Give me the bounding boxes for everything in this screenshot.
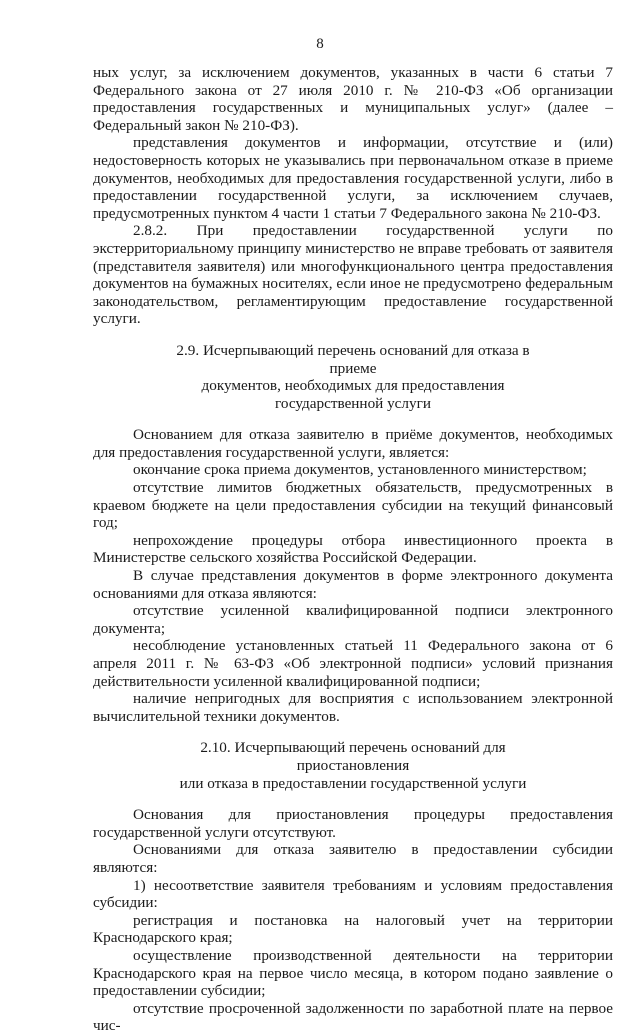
paragraph: 1) несоответствие заявителя требованиям и условиям предоставления субсидии: (93, 876, 613, 912)
paragraph: отсутствие усиленной квалифицированной подписи электронного документа; (93, 602, 613, 637)
paragraph: несоблюдение установленных статьей 11 Федерального закона от 6 апреля 2011 г. № 63-ФЗ «Об электронной подписи» условий признания действительности усиленной квалифицированной подписи; (93, 637, 613, 690)
paragraph: регистрация и постановка на налоговый учет на территории Краснодарского края; (93, 911, 613, 947)
paragraph: отсутствие просроченной задолженности по заработной плате на первое чис- (93, 999, 613, 1035)
paragraph: В случае представления документов в форме электронного документа основаниями для отказа являются: (93, 567, 613, 602)
paragraph: Основания для приостановления процедуры предоставления государственной услуги отсутствуют. (93, 806, 613, 841)
heading-line: 2.9. Исчерпывающий перечень оснований для отказа в приеме (176, 341, 530, 377)
paragraph: Основанием для отказа заявителю в приёме документов, необходимых для предоставления государственной услуги, является: (93, 426, 613, 461)
heading-line: документов, необходимых для предоставления (201, 377, 505, 395)
document-body (93, 64, 613, 1035)
paragraph: наличие непригодных для восприятия с использованием электронной вычислительной техники документов. (93, 690, 613, 725)
paragraph: представления документов и информации, отсутствие и (или) недостоверность которых не указывались при первоначальном отказе в приеме документов, необходимых для предоставления государственной услуги, либо в предоставлении государственной услуги, за исключением случаев, предусмотренных пунктом 4 части 1 статьи 7 Федерального закона № 210-ФЗ. (93, 134, 613, 222)
heading-line: государственной услуги (275, 394, 431, 412)
section-heading-2-9 (93, 342, 613, 412)
paragraph: отсутствие лимитов бюджетных обязательств, предусмотренных в краевом бюджете на цели предоставления субсидии на текущий финансовый год; (93, 479, 613, 532)
paragraph: Основаниями для отказа заявителю в предоставлении субсидии являются: (93, 841, 613, 876)
heading-line: 2.10. Исчерпывающий перечень оснований для приостановления (200, 739, 506, 774)
paragraph: осуществление производственной деятельности на территории Краснодарского края на первое число месяца, в котором подано заявление о предоставлении субсидии; (93, 946, 613, 1000)
paragraph: непрохождение процедуры отбора инвестиционного проекта в Министерстве сельского хозяйства Российской Федерации. (93, 531, 613, 567)
page-number: 8 (316, 36, 324, 52)
paragraph-continuation: ных услуг, за исключением документов, указанных в части 6 статьи 7 Федерального закона от 27 июля 2010 г. № 210-ФЗ «Об организации предоставления государственных и муниципальных услуг» (далее – Федеральный закон № 210-ФЗ). (93, 64, 613, 134)
paragraph: окончание срока приема документов, установленного министерством; (133, 461, 587, 479)
section-heading-2-10 (93, 739, 613, 792)
heading-line: или отказа в предоставлении государственной услуги (179, 774, 527, 792)
paragraph-2-8-2: 2.8.2. При предоставлении государственной услуги по экстерриториальному принципу министерство не вправе требовать от заявителя (представителя заявителя) или многофункционального центра предоставления документов на бумажных носителях, если иное не предусмотрено федеральным законодательством, регламентирующим предоставление государственной услуги. (93, 222, 613, 328)
